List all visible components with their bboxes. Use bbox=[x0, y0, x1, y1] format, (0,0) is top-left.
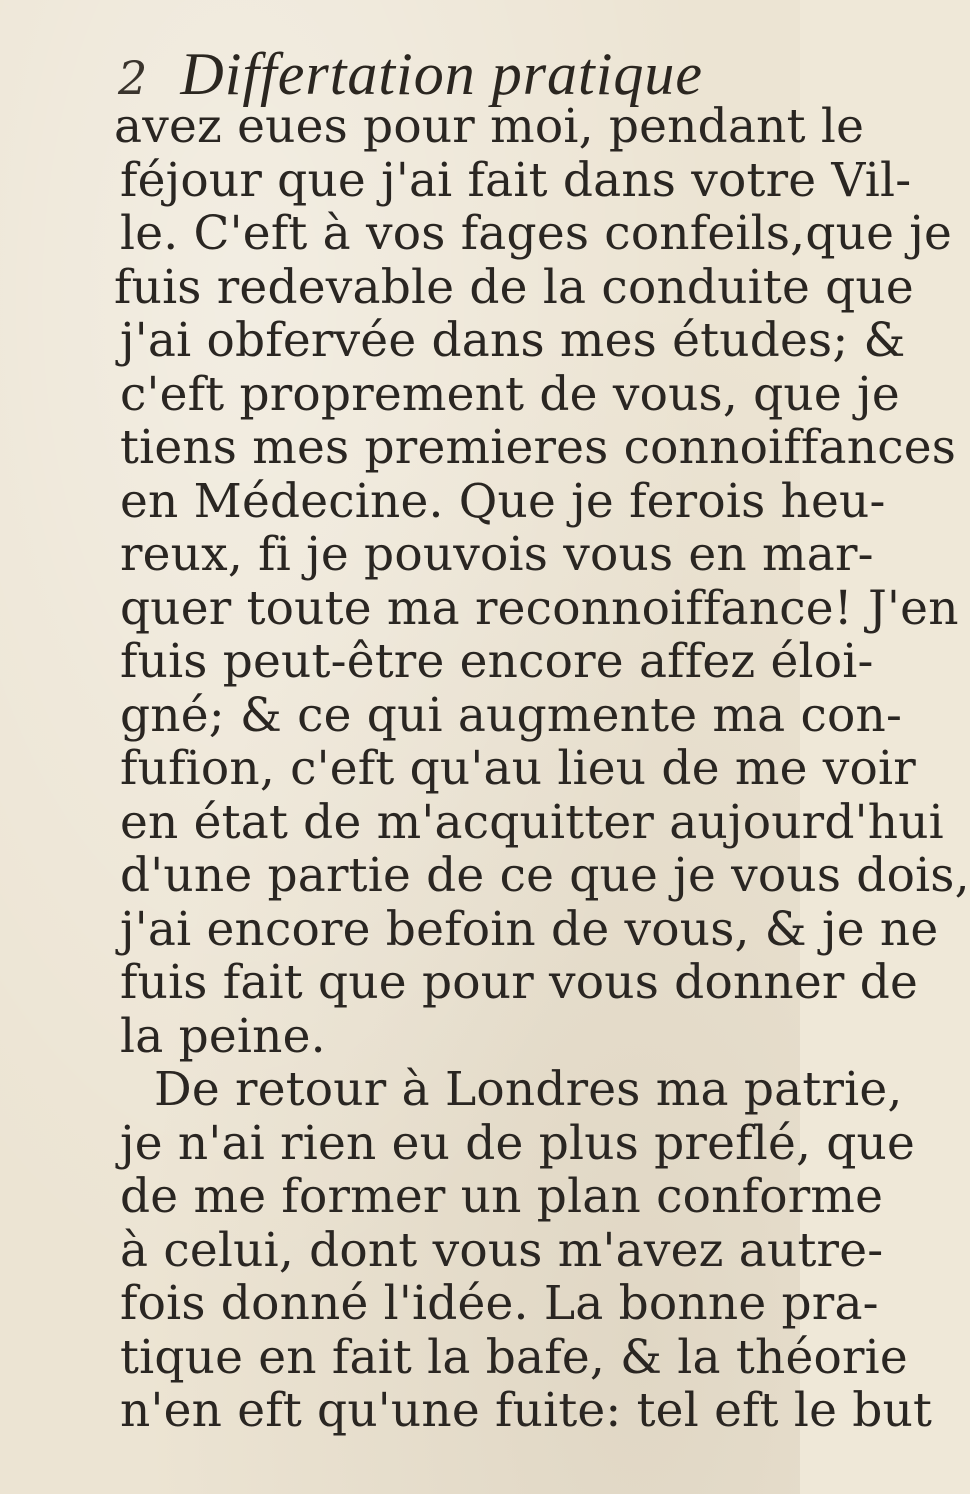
text-line: reux, fi je pouvois vous en mar- bbox=[120, 527, 874, 582]
text-line: de me former un plan conforme bbox=[120, 1169, 884, 1224]
text-line: en état de m'acquitter aujourd'hui bbox=[120, 794, 944, 850]
running-title: Differtation pratique bbox=[180, 41, 704, 107]
text-line: je n'ai rien eu de plus preflé, que bbox=[120, 1115, 916, 1171]
text-line: De retour à Londres ma patrie, bbox=[154, 1062, 903, 1117]
text-line: d'une partie de ce que je vous dois, bbox=[120, 848, 970, 903]
text-line: c'eft proprement de vous, que je bbox=[120, 366, 900, 422]
text-line: fuis fait que pour vous donner de bbox=[120, 955, 919, 1010]
text-line: n'en eft qu'une fuite: tel eft le but bbox=[120, 1383, 933, 1438]
text-line: j'ai obfervée dans mes études; & bbox=[120, 313, 906, 368]
text-line: tiens mes premieres connoiffances bbox=[120, 420, 957, 475]
text-line: avez eues pour moi, pendant le bbox=[114, 99, 865, 154]
body-text bbox=[114, 99, 970, 1438]
text-line: j'ai encore befoin de vous, & je ne bbox=[120, 901, 939, 957]
text-line: fois donné l'idée. La bonne pra- bbox=[120, 1276, 879, 1331]
text-line: tique en fait la bafe, & la théorie bbox=[120, 1329, 908, 1385]
text-line: fuis peut-être encore affez éloi- bbox=[120, 634, 874, 689]
text-line: gné; & ce qui augmente ma con- bbox=[120, 687, 903, 743]
text-line: féjour que j'ai fait dans votre Vil- bbox=[120, 152, 912, 208]
page-number: 2 bbox=[118, 51, 148, 105]
text-line: fuis redevable de la conduite que bbox=[114, 259, 914, 315]
text-line: en Médecine. Que je ferois heu- bbox=[120, 473, 886, 529]
text-line: quer toute ma reconnoiffance! J'en bbox=[120, 580, 959, 636]
text-line: fufion, c'eft qu'au lieu de me voir bbox=[120, 741, 916, 796]
text-line: la peine. bbox=[120, 1008, 326, 1064]
text-line: le. C'eft à vos fages confeils,que je bbox=[120, 206, 953, 261]
text-line: à celui, dont vous m'avez autre- bbox=[120, 1222, 884, 1278]
